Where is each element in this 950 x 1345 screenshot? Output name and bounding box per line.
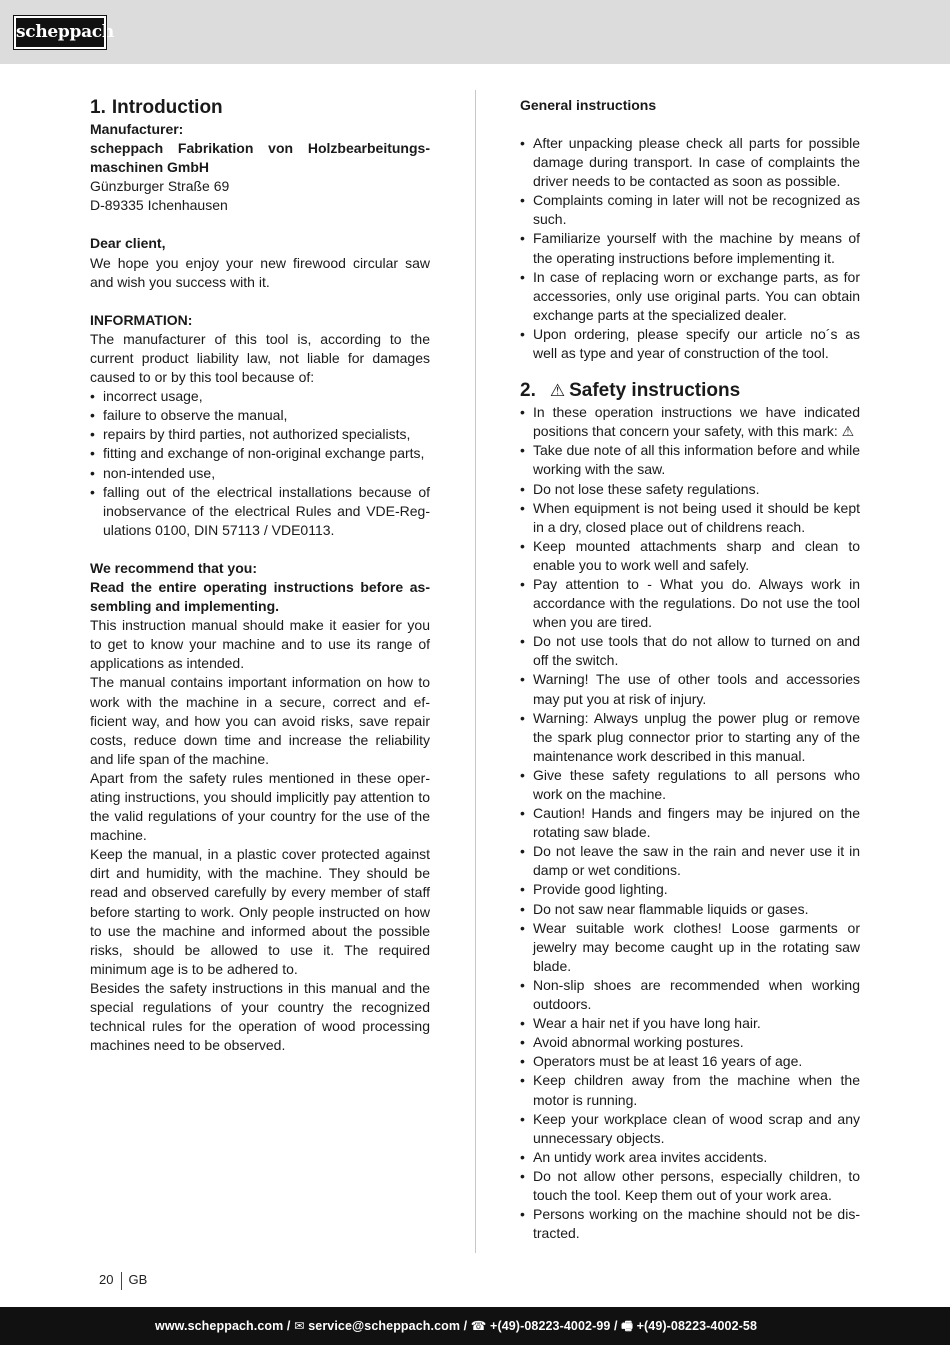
intro-heading — [90, 96, 430, 120]
list-item: • Do not leave the saw in the rain and never use it in damp or wet conditions. — [520, 842, 860, 880]
information-label: INFORMATION: — [90, 311, 193, 328]
page-number: 20 — [99, 1272, 114, 1287]
page-header — [0, 0, 950, 64]
list-item: • In case of replacing worn or exchange parts, as for accessories, only use original parts. You can obtain exchange parts at the specialized dealer. — [520, 268, 860, 325]
list-item: • Do not saw near flammable liquids or gases. — [520, 900, 860, 919]
list-item: • non-intended use, — [90, 464, 430, 483]
list-item: • falling out of the electrical installations because of inobservance of the electrical Rules and VDE-Regulations 0100, DIN 57113 / VDE0113. — [90, 483, 430, 540]
list-item: • Do not use tools that do not allow to turned on and off the switch. — [520, 632, 860, 670]
list-item: • Provide good lighting. — [520, 880, 860, 899]
footer-separator — [121, 1272, 122, 1290]
contact-info: www.scheppach.com / ✉ service@scheppach.com / ☎ +(49)-08223-4002-99 / 🖷 +(49)-08223-4002-58 — [155, 1319, 758, 1333]
scheppach-logo: scheppach — [14, 16, 106, 49]
list-item: • Keep your workplace clean of wood scrap and any unnecessary objects. — [520, 1110, 860, 1148]
information-text: The manufacturer of this tool is, according to the current product liability law, not liable for damages caused to or by this tool because of: — [90, 330, 430, 386]
safety-heading-number: 2. — [520, 380, 536, 402]
list-item: • Wear a hair net if you have long hair. — [520, 1014, 860, 1033]
list-item: • When equipment is not being used it should be kept in a dry, closed place out of childrens reach. — [520, 499, 860, 537]
dear-client-label: Dear client, — [90, 235, 166, 252]
list-item: • Keep children away from the machine when the motor is running. — [520, 1071, 860, 1109]
intro-heading-number: 1. — [90, 97, 106, 118]
list-item: • Caution! Hands and fingers may be injured on the rotating saw blade. — [520, 804, 860, 842]
warning-triangle-icon: ⚠ — [549, 381, 566, 401]
list-item: • Operators must be at least 16 years of age. — [520, 1052, 860, 1071]
safety-heading — [520, 379, 860, 403]
list-item: • Warning! The use of other tools and accessories may put you at risk of injury. — [520, 670, 860, 708]
list-item: • Do not allow other persons, especially children, to touch the tool. Keep them out of your work area. — [520, 1167, 860, 1205]
recommend-bold-text: Read the entire operating instructions before assembling and implementing. — [90, 578, 430, 615]
list-item: • Avoid abnormal working postures. — [520, 1033, 860, 1052]
paragraph: Apart from the safety rules mentioned in these operating instructions, you should implicitly pay attention to the valid regulations of your country for the use of the machine. — [90, 769, 430, 844]
list-item: • In these operation instructions we have indicated positions that concern your safety, with this mark: ⚠ — [520, 403, 860, 441]
safety-heading-title: Safety instructions — [569, 380, 741, 402]
right-column — [520, 96, 860, 1243]
paragraph: Keep the manual, in a plastic cover protected against dirt and humidity, with the machine. They should be read and observed carefully by every member of staff before starting to work. Only people instructed on how to use the machine and informed about the possible risks, should be allowed to use it. The required minimum age is to be adhered to. — [90, 846, 430, 977]
company-street: Günzburger Straße 69 — [90, 178, 230, 195]
list-item: • Give these safety regulations to all persons who work on the machine. — [520, 766, 860, 804]
general-instructions-heading: General instructions — [520, 97, 657, 113]
list-item: • Keep mounted attachments sharp and clean to enable you to work well and safely. — [520, 537, 860, 575]
list-item: • repairs by third parties, not authorized specialists, — [90, 425, 430, 444]
language-code: GB — [128, 1272, 148, 1287]
list-item: • Persons working on the machine should not be distracted. — [520, 1205, 860, 1243]
list-item: • Pay attention to - What you do. Always work in accordance with the regulations. Do not use the tool when you are tired. — [520, 575, 860, 632]
paragraph: This instruction manual should make it easier for you to get to know your machine and to use its range of applications as intended. — [90, 617, 430, 672]
company-city: D-89335 Ichenhausen — [90, 197, 228, 214]
list-item: • Take due note of all this information before and while working with the saw. — [520, 441, 860, 479]
recommend-label: We recommend that you: — [90, 559, 257, 576]
list-item: • Non-slip shoes are recommended when working outdoors. — [520, 976, 860, 1014]
left-column — [90, 96, 430, 1055]
company-name: scheppach Fabrikation von Holzbearbeitungsmaschinen GmbH — [90, 140, 430, 176]
list-item: • fitting and exchange of non-original exchange parts, — [90, 444, 430, 463]
list-item: • Familiarize yourself with the machine by means of the operating instructions before implementing it. — [520, 229, 860, 267]
dear-client-text: We hope you enjoy your new firewood circular saw and wish you success with it. — [90, 254, 430, 290]
manufacturer-label: Manufacturer: — [90, 121, 184, 137]
general-instructions-list — [520, 134, 860, 363]
intro-heading-title: Introduction — [111, 97, 223, 118]
contact-footer-bar — [0, 1307, 950, 1345]
list-item: • After unpacking please check all parts for possible damage during transport. In case of complaints the driver needs to be contacted as soon as possible. — [520, 134, 860, 191]
list-item: • Wear suitable work clothes! Loose garments or jewelry may become caught up in the rotating saw blade. — [520, 919, 860, 976]
column-divider — [475, 90, 476, 1253]
list-item: • incorrect usage, — [90, 387, 430, 406]
list-item: • Complaints coming in later will not be recognized as such. — [520, 191, 860, 229]
list-item: • Upon ordering, please specify our article no´s as well as type and year of construction of the tool. — [520, 325, 860, 363]
information-list — [90, 387, 430, 540]
list-item: • Warning: Always unplug the power plug or remove the spark plug connector prior to starting any of the maintenance work described in this manual. — [520, 709, 860, 766]
list-item: • An untidy work area invites accidents. — [520, 1148, 860, 1167]
safety-instructions-list — [520, 403, 860, 1243]
paragraph: Besides the safety instructions in this manual and the special regulations of your country the recognized technical rules for the operation of wood processing machines need to be observed. — [90, 979, 430, 1054]
paragraph: The manual contains important information on how to work with the machine in a secure, correct and efficient way, and how you can avoid risks, save repair costs, reduce down time and increase the reliability and life span of the machine. — [90, 674, 430, 767]
list-item: • failure to observe the manual, — [90, 406, 430, 425]
page-number-footer — [99, 1271, 147, 1290]
list-item: • Do not lose these safety regulations. — [520, 480, 860, 499]
